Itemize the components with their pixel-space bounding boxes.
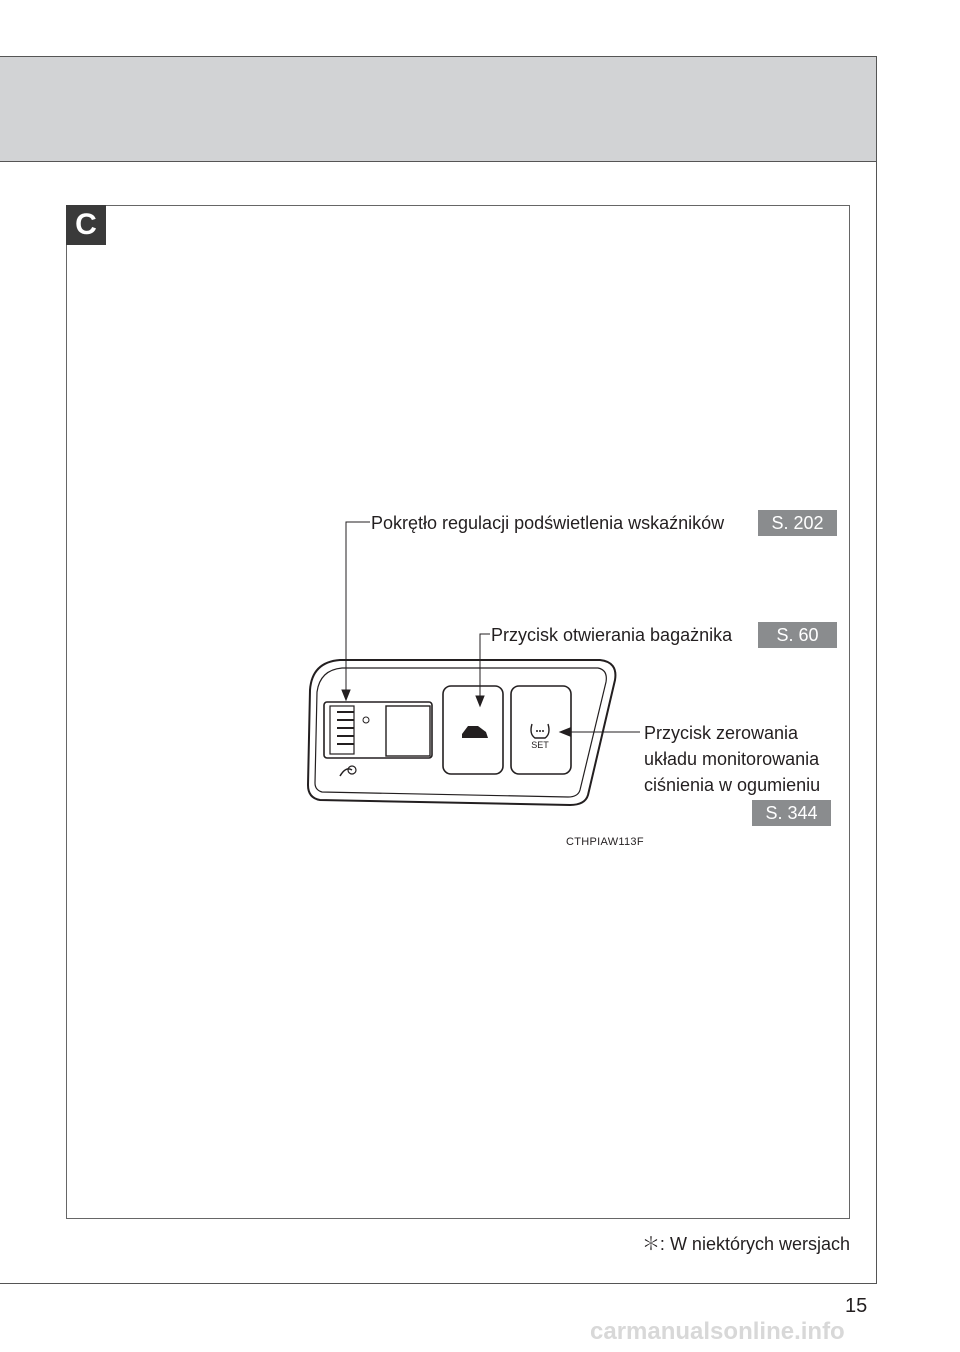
section-tab: C	[66, 205, 106, 245]
footnote: ＊: W niektórych wersjach	[641, 1234, 850, 1254]
figure-code: CTHPIAW113F	[566, 836, 644, 848]
callout-label-tpms-line3: ciśnienia w ogumieniu	[644, 775, 821, 795]
callout-label-tpms-line1: Przycisk zerowania	[644, 723, 799, 743]
dimmer-dial	[324, 702, 432, 758]
page-number: 15	[845, 1295, 868, 1317]
set-text: SET	[531, 740, 549, 750]
tpms-set-button	[511, 686, 571, 774]
callout-ref-dimmer: S. 202	[758, 510, 837, 536]
callout-label-dimmer: Pokrętło regulacji podświetlenia wskaźników	[371, 513, 725, 533]
callout-ref-tpms: S. 344	[752, 800, 831, 826]
callout-label-trunk: Przycisk otwierania bagażnika	[491, 625, 733, 645]
callout-ref-trunk: S. 60	[758, 622, 837, 648]
watermark: carmanualsonline.info	[590, 1318, 845, 1345]
callout-label-tpms-line2: układu monitorowania	[644, 749, 820, 769]
